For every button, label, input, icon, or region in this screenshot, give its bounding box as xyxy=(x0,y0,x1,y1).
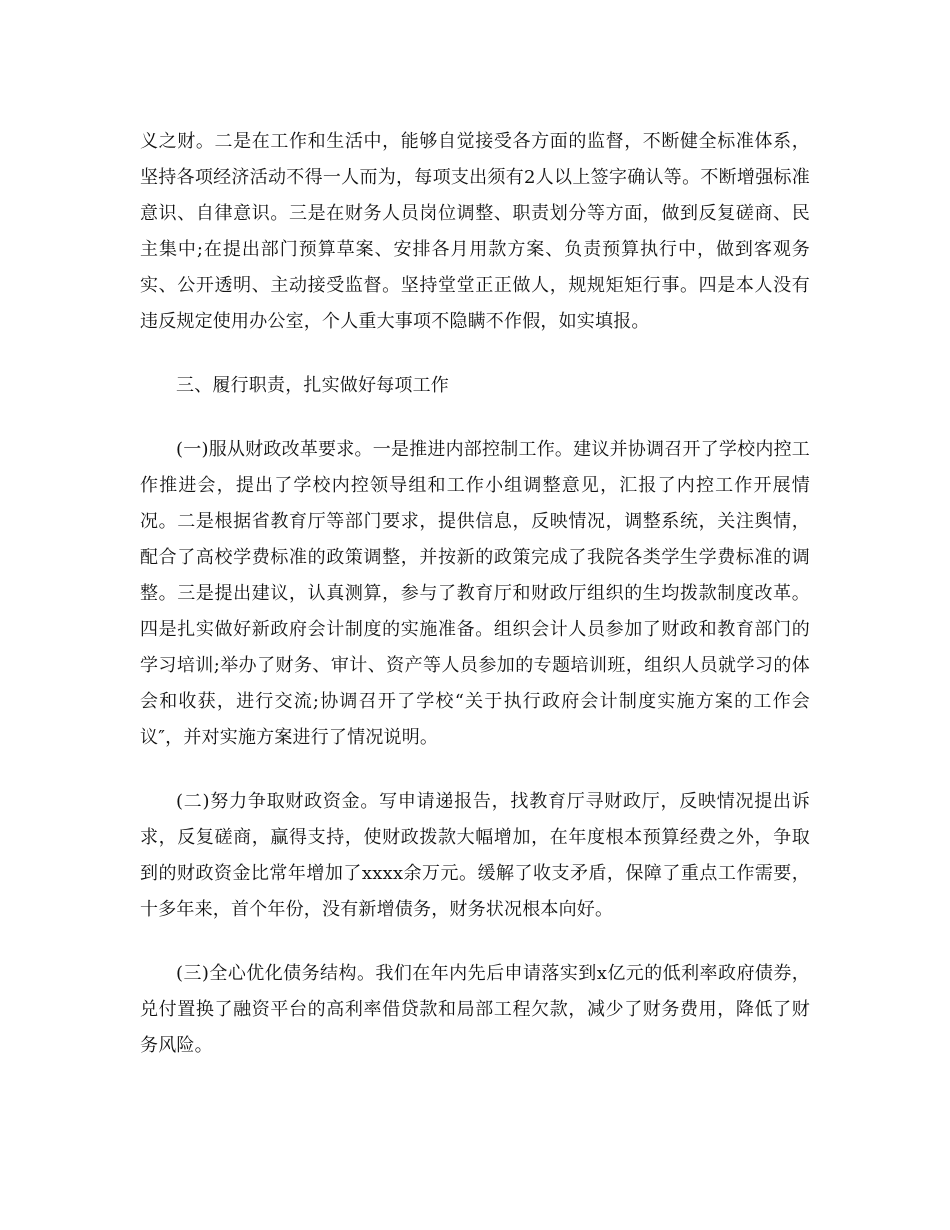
section-heading: 三、履行职责，扎实做好每项工作 xyxy=(176,375,449,396)
paragraph-item-1: (一)服从财政改革要求。一是推进内部控制工作。建议并协调召开了学校内控工作推进会，提出了学校内控领导组和工作小组调整意见，汇报了内控工作开展情况。二是根据省教育厅等部门要求，提供信息，反映情况，调整系统，关注舆情，配合了高校学费标准的政策调整，并按新的政策完成了我院各类学生学费标准的调整。三是提出建议，认真测算，参与了教育厅和财政厅组织的生均拨款制度改革。四是扎实做好新政府会计制度的实施准备。组织会计人员参加了财政和教育部门的学习培训;举办了财务、审计、资产等人员参加的专题培训班，组织人员就学习的体会和收获，进行交流;协调召开了学校“关于执行政府会计制度实施方案的工作会议″，并对实施方案进行了情况说明。 xyxy=(140,439,810,748)
paragraph-item-3: (三)全心优化债务结构。我们在年内先后申请落实到x亿元的低利率政府债券，兑付置换了融资平台的高利率借贷款和局部工程欠款，减少了财务费用，降低了财务风险。 xyxy=(140,963,810,1056)
paragraph-continuation: 义之财。二是在工作和生活中，能够自觉接受各方面的监督，不断健全标准体系，坚持各项经济活动不得一人而为，每项支出须有2人以上签字确认等。不断增强标准意识、自律意识。三是在财务人员岗位调整、职责划分等方面，做到反复磋商、民主集中;在提出部门预算草案、安排各月用款方案、负责预算执行中，做到客观务实、公开透明、主动接受监督。坚持堂堂正正做人，规规矩矩行事。四是本人没有违反规定使用办公室，个人重大事项不隐瞒不作假，如实填报。 xyxy=(140,131,810,332)
paragraph-item-2: (二)努力争取财政资金。写申请递报告，找教育厅寻财政厅，反映情况提出诉求，反复磋商，赢得支持，使财政拨款大幅增加，在年度根本预算经费之外，争取到的财政资金比常年增加了xxxx余万元。缓解了收支矛盾，保障了重点工作需要，十多年来，首个年份，没有新增债务，财务状况根本向好。 xyxy=(140,791,810,920)
document-body xyxy=(140,124,810,1064)
